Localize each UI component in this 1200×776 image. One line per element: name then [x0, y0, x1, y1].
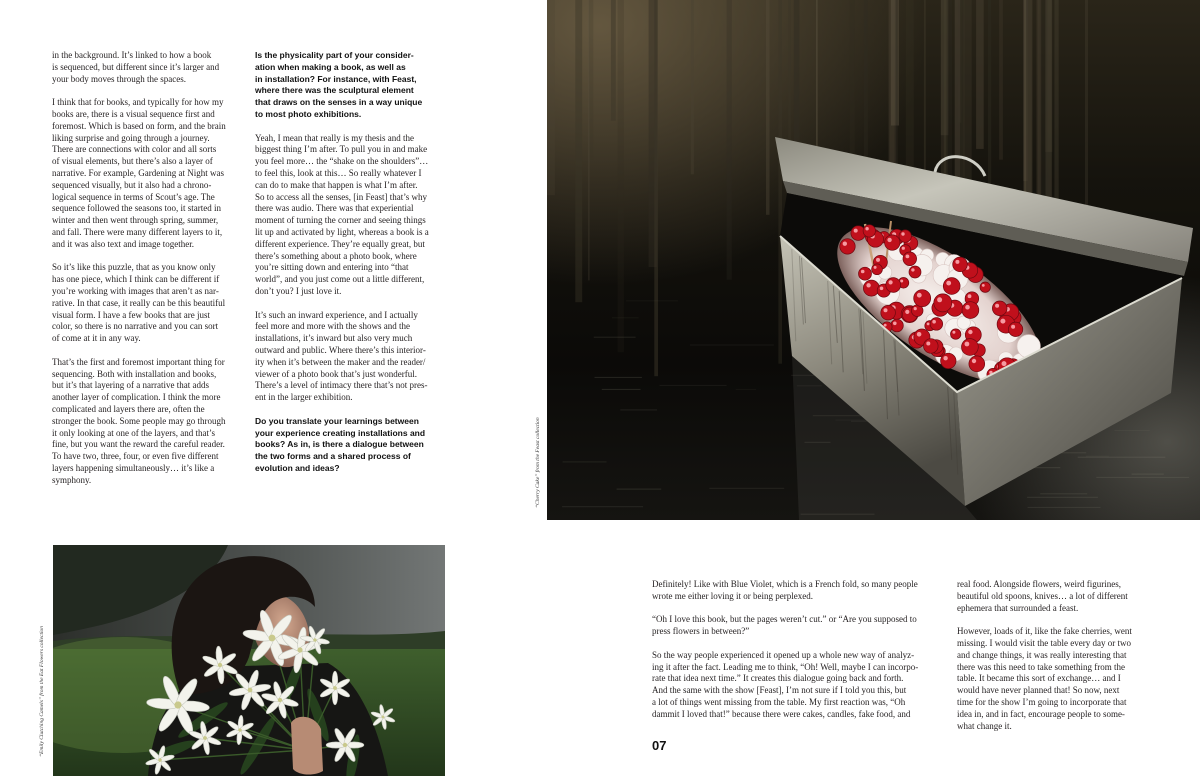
water-ripple: [709, 488, 784, 489]
cherry: [863, 280, 879, 296]
cherry: [885, 235, 900, 250]
cherry-highlight: [965, 342, 970, 347]
water-ripple: [617, 489, 662, 490]
left-page-column-1: [52, 50, 248, 498]
cherry: [872, 264, 883, 275]
body-paragraph: Yeah, I mean that really is my thesis and the biggest thing I’m after. To pull you in and make you feel more… the “shake on the shoulders”… to feel this, look at this… So really whatever I can do to make that happen is what I’m after. So to access all the senses, [in Feast] that’s why there was audio. There was that experiential moment of turning the corner and seeing things lit up and activated by light, whereas a book is a different experience. They’re equally great, but there’s something about a photo book, where you’re sitting down and entering into “that world”, and you just come out a little different, don’t you? I just love it.: [255, 132, 429, 296]
cherry-highlight: [884, 308, 888, 312]
cherry: [863, 225, 875, 237]
water-ripple: [612, 317, 639, 318]
cherry: [953, 257, 968, 272]
trunk-reflection: [727, 0, 732, 280]
body-paragraph: in the background. It’s linked to how a book is sequenced, but different since it’s larger and your body moves through the spaces.: [52, 50, 220, 84]
cherry-highlight: [917, 293, 922, 298]
body-paragraph: I think that for books, and typically for how my books are, there is a visual sequence first and foremost. Which is based on form, and the brain liking surprise and going through a journey. There are connections with color and all sorts of visual elements, but there’s also a layer of narrative. For example, Gardening at Night was sequenced visually, but it also had a chrono- logical sequence in terms of Scout’s age. The sequence followed the seasons too, it started in winter and then went through spring, summer, and fall. There were many different layers to it, and it was also text and image together.: [52, 97, 226, 249]
woman-with-lilies-photo: [53, 545, 445, 776]
cherry: [934, 294, 952, 312]
cherry-highlight: [968, 294, 972, 298]
water-ripple: [1096, 477, 1189, 478]
left-page-column-2: [255, 50, 451, 486]
cherry-highlight: [955, 260, 959, 264]
trunk-reflection: [794, 0, 800, 156]
cherry-highlight: [1002, 361, 1007, 366]
body-paragraph: Definitely! Like with Blue Violet, which is a French fold, so many people wrote me either loving it or being perplexed.: [652, 579, 918, 601]
water-ripple: [1027, 497, 1098, 498]
cherry: [903, 252, 917, 266]
body-paragraph: So the way people experienced it opened up a whole new way of analyz- ing it after the fact. Leading me to think, “Oh! Well, maybe I can incorpo- rate that idea next time.” It creates this dialogue going back and forth. And the same with the show [Feast], I’m not sure if I told you this, but a lot of things went missing from the table. My first reaction was, “Oh dammit I loved that!” because there were cakes, candles, fake food, and: [652, 649, 919, 719]
cherry: [969, 356, 985, 372]
trunk-reflection: [611, 0, 616, 121]
lily-center: [343, 743, 347, 747]
body-paragraph: It’s such an inward experience, and I actually feel more and more with the shows and the installations, it’s inward but also very much outward and public. Where there’s this interior- ity when it’s between the maker and the reader/ viewer of a photo book that’s just wonderful. There’s a level of intimacy there that’s not pres- ent in the larger exhibition.: [255, 309, 428, 403]
cherry-highlight: [843, 242, 847, 246]
trunk-reflection: [588, 0, 590, 280]
cherry-highlight: [876, 258, 880, 262]
cherry: [951, 329, 961, 339]
water-ripple: [595, 377, 642, 378]
cherry-highlight: [861, 270, 865, 274]
trunk-reflection: [766, 0, 770, 215]
trunk-reflection: [976, 0, 984, 149]
right-page-column-1: [652, 579, 952, 732]
trunk-reflection: [547, 0, 555, 195]
cherry-highlight: [901, 232, 904, 235]
water-ripple: [1086, 456, 1109, 457]
cherry-highlight: [926, 342, 930, 346]
cherry-highlight: [932, 320, 936, 324]
cherry-highlight: [937, 297, 942, 302]
water-ripple: [626, 300, 678, 301]
cherry-highlight: [905, 310, 909, 314]
cherry-highlight: [982, 284, 985, 287]
cherry-highlight: [889, 280, 893, 284]
cherry-highlight: [880, 287, 884, 291]
cherry: [891, 319, 904, 332]
cherry-highlight: [914, 307, 917, 310]
cherry: [840, 239, 855, 254]
cherry-highlight: [917, 332, 922, 337]
body-paragraph: That’s the first and foremost important thing for sequencing. Both with installation and books, but it’s that layering of a narrative that adds another layer of complication. I think the more complicated and layers there are, often the stronger the book. Some people may go through it only looking at one of the layers, and that’s fine, but you want the reward the careful reader. To have two, three, four, or even five different layers happening simultaneously… it’s like a symphony.: [52, 356, 226, 485]
interview-question: Is the physicality part of your consider- ation when making a book, as well as in installation? For instance, with Feast, where there was the sculptural element that draws on the senses in a way unique to most photo exhibitions.: [255, 50, 423, 119]
cherry-highlight: [952, 331, 955, 334]
trunk-reflection: [999, 0, 1003, 160]
cherry: [941, 353, 956, 368]
cherry-highlight: [972, 359, 976, 363]
trunk-reflection: [575, 0, 582, 302]
cherry: [962, 302, 979, 319]
water-ripple: [602, 389, 641, 390]
water-ripple: [1040, 493, 1087, 494]
cherry: [992, 301, 1007, 316]
body-paragraph: However, loads of it, like the fake cherries, went missing. I would visit the table every day or two and change things, it was really interesting that there was this need to take something from the table. It became this sort of exchange… and I would have never planned that! So now, next time for the show I’m going to incorporate that idea in, and in fact, encourage people to some- what change it.: [957, 626, 1132, 731]
cherry-highlight: [865, 227, 868, 230]
water-ripple: [736, 389, 756, 390]
cherry: [980, 282, 990, 292]
cherry-highlight: [887, 238, 891, 242]
cherry: [924, 339, 939, 354]
cherry-highlight: [902, 247, 905, 250]
interview-question: Do you translate your learnings between your experience creating installations and books? As in, is there a dialogue between the two forms and a shared process of evolution and ideas?: [255, 415, 426, 473]
photo-caption: “Emily Clutching Camels” from the Eat Flowers collection: [39, 625, 45, 757]
water-ripple: [562, 506, 643, 507]
cherry-highlight: [854, 229, 858, 233]
hand: [291, 717, 323, 775]
cherry: [943, 278, 960, 295]
cherry-highlight: [946, 281, 951, 286]
trunk-reflection: [618, 0, 624, 352]
water-ripple: [660, 385, 727, 386]
cherry-highlight: [911, 268, 914, 271]
trunk-reflection: [691, 0, 694, 174]
cherry: [930, 318, 943, 331]
cherry-highlight: [995, 304, 999, 308]
water-ripple: [1028, 507, 1101, 508]
cherry-highlight: [965, 305, 970, 310]
water-ripple: [563, 461, 607, 462]
cherry-highlight: [943, 356, 947, 360]
water-ripple: [1114, 430, 1149, 431]
trunk-reflection: [654, 0, 658, 376]
cherry-highlight: [866, 283, 870, 287]
cherry-highlight: [893, 322, 897, 326]
cherry-highlight: [900, 280, 903, 283]
cherry-highlight: [874, 266, 877, 269]
water-ripple: [1078, 457, 1166, 458]
body-paragraph: So it’s like this puzzle, that as you know only has one piece, which I think can be different if you’re working with images that aren’t as nar- rative. In that case, it really can be this beautiful visual form. I have a few books that are just color, so there is no narrative and you can sort of come at it in any way.: [52, 262, 226, 344]
water-ripple: [1132, 474, 1164, 475]
trunk-reflection: [778, 0, 782, 364]
cherry-highlight: [1000, 319, 1005, 324]
cherry: [909, 266, 921, 278]
cherry: [881, 305, 896, 320]
photo-caption: “Cherry Cake” from the Feast collection: [535, 417, 541, 508]
trunk-reflection: [589, 0, 593, 160]
water-ripple: [690, 345, 774, 346]
cherry: [886, 278, 901, 293]
cherry-cake-photo: [547, 0, 1200, 520]
body-paragraph: “Oh I love this book, but the pages weren’t cut.” or “Are you supposed to press flowers in between?”: [652, 614, 917, 637]
body-paragraph: real food. Alongside flowers, weird figurines, beautiful old spoons, knives… a lot of different ephemera that surrounded a feast.: [957, 579, 1128, 613]
cherry-highlight: [927, 323, 930, 326]
page-number: 07: [652, 738, 667, 753]
trunk-reflection: [816, 0, 818, 149]
cherry-highlight: [1011, 325, 1015, 329]
cherry-highlight: [968, 330, 972, 334]
water-ripple: [594, 337, 636, 338]
cherry: [962, 339, 979, 356]
trunk-reflection: [1026, 0, 1031, 211]
cherry-highlight: [884, 324, 887, 327]
water-ripple: [620, 409, 657, 410]
cherry-highlight: [906, 255, 910, 259]
cherry: [1008, 322, 1022, 336]
cherry: [899, 230, 911, 242]
cherry: [859, 267, 872, 280]
right-page-column-2: [957, 579, 1157, 744]
cherry: [914, 290, 931, 307]
